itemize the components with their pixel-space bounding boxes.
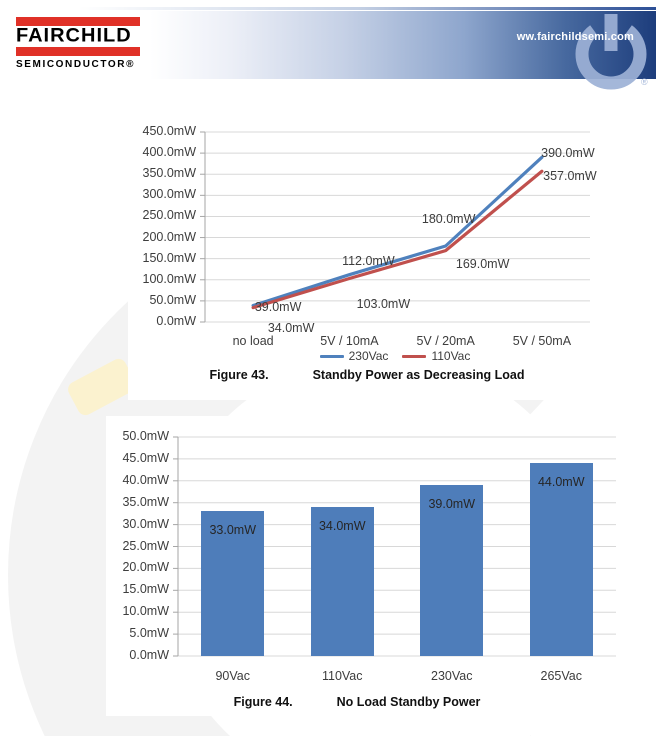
data-label: 34.0mW [267, 320, 315, 335]
y-tick-label: 50.0mW [122, 429, 169, 443]
figure-caption-text: No Load Standby Power [336, 695, 481, 709]
power-icon [573, 12, 651, 90]
bar-value-label: 33.0mW [209, 523, 257, 538]
legend-item [402, 349, 470, 363]
legend-label: 110Vac [431, 349, 471, 363]
series-line-110vac [253, 171, 542, 307]
y-tick-label: 450.0mW [142, 124, 196, 138]
y-tick-label: 0.0mW [129, 648, 169, 662]
legend-label: 230Vac [348, 349, 389, 363]
figure-caption [88, 695, 626, 709]
y-tick-label: 50.0mW [149, 292, 196, 307]
x-category-label: 110Vac [321, 669, 363, 683]
y-tick-label: 15.0mW [122, 582, 169, 597]
y-tick-label: 45.0mW [122, 450, 169, 465]
logo-red-bar-bottom [16, 47, 140, 56]
bar [530, 463, 593, 656]
y-tick-label: 150.0mW [142, 250, 196, 265]
data-label: 180.0mW [421, 212, 476, 226]
chart-legend [150, 349, 640, 363]
fairchild-logo [16, 17, 166, 70]
data-label: 39.0mW [254, 299, 302, 314]
x-category-label: 90Vac [215, 669, 250, 683]
figure-44-bar-chart [106, 416, 626, 716]
x-category-label: 5V / 20mA [416, 334, 475, 348]
x-category-label: no load [232, 334, 274, 348]
y-tick-label: 300.0mW [142, 187, 196, 202]
y-tick-label: 200.0mW [142, 229, 196, 244]
data-label: 357.0mW [543, 169, 597, 184]
y-tick-label: 35.0mW [122, 494, 169, 509]
y-tick-label: 400.0mW [142, 145, 196, 160]
legend-swatch-230vac [320, 355, 344, 358]
x-category-label: 5V / 10mA [320, 334, 379, 348]
y-tick-label: 350.0mW [142, 166, 196, 181]
y-tick-label: 250.0mW [142, 208, 196, 223]
x-category-label: 265Vac [540, 669, 582, 683]
header-banner [150, 11, 656, 87]
bar-value-label: 34.0mW [318, 519, 366, 534]
y-tick-label: 5.0mW [129, 626, 169, 641]
logo-subtext: SEMICONDUCTOR® [16, 59, 136, 70]
data-label: 112.0mW [342, 253, 395, 268]
series-line-230vac [253, 157, 542, 305]
website-url: ww.fairchildsemi.com [516, 31, 634, 43]
y-tick-label: 0.0mW [156, 314, 196, 328]
figure-caption-text: Standby Power as Decreasing Load [312, 368, 525, 382]
data-label: 390.0mW [541, 146, 595, 161]
x-category-label: 5V / 50mA [512, 334, 572, 348]
legend-item [320, 349, 389, 363]
data-label: 103.0mW [356, 296, 411, 311]
figure-caption-number: Figure 43. [209, 368, 269, 382]
data-label: 169.0mW [455, 256, 510, 271]
logo-wordmark: FAIRCHILD [16, 25, 132, 47]
y-tick-label: 100.0mW [142, 271, 196, 286]
y-tick-label: 20.0mW [122, 560, 169, 575]
figure-caption-number: Figure 44. [233, 695, 293, 709]
y-tick-label: 30.0mW [122, 516, 169, 531]
y-tick-label: 25.0mW [122, 538, 169, 553]
bar-value-label: 39.0mW [428, 497, 476, 512]
bar-value-label: 44.0mW [537, 475, 585, 490]
y-tick-label: 10.0mW [122, 604, 169, 619]
x-category-label: 230Vac [431, 669, 473, 683]
y-tick-label: 40.0mW [122, 472, 169, 487]
figure-caption [94, 368, 640, 382]
power-icon-registered-mark: ® [641, 77, 648, 87]
figure-43-line-chart [128, 108, 640, 400]
legend-swatch-110vac [402, 355, 426, 358]
header-top-rule [0, 7, 656, 10]
